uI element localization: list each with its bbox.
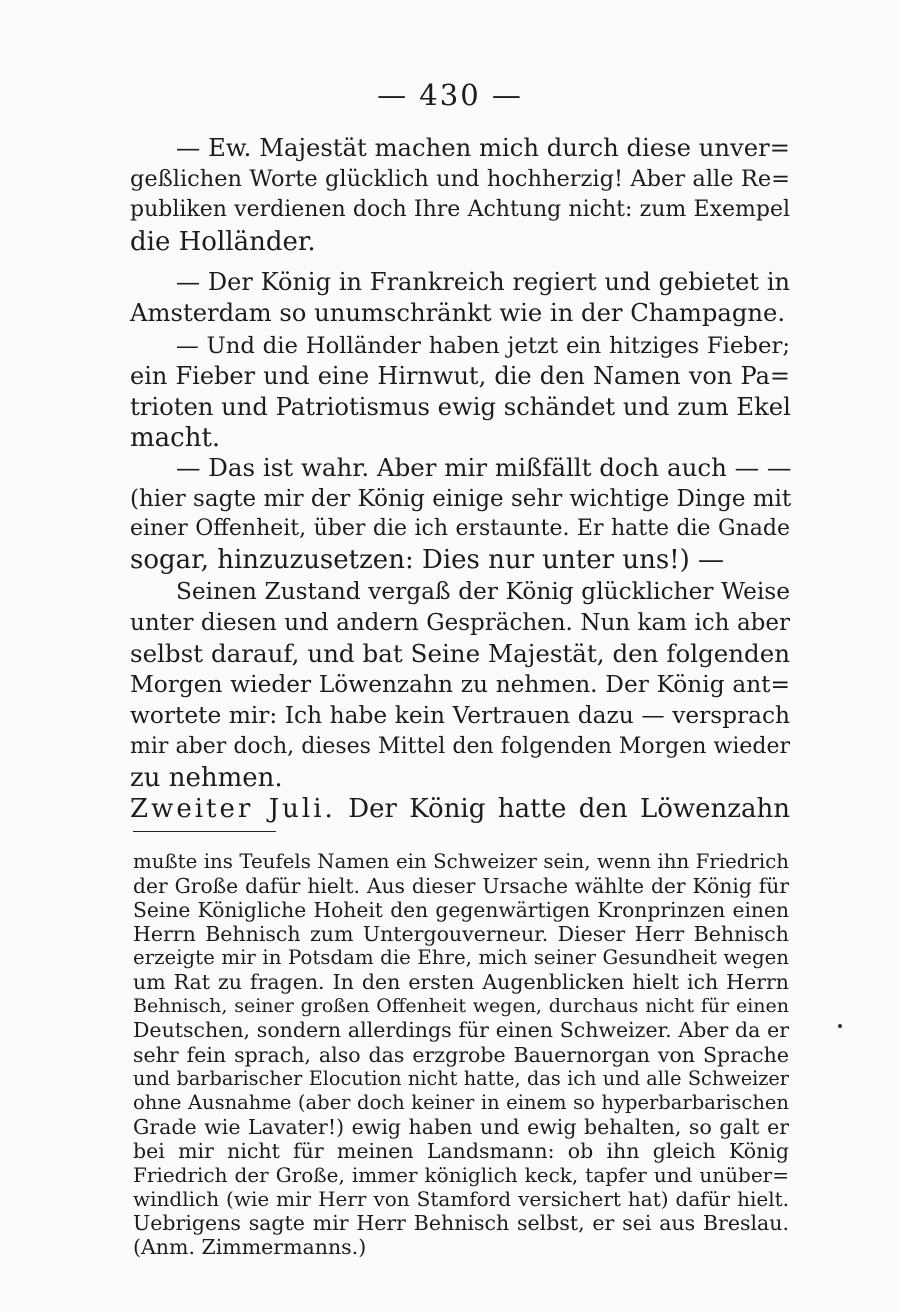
footnote-line: Behnisch, seiner großen Offenheit wegen, durchaus nicht für einen <box>133 995 789 1017</box>
footnote-line: Grade wie Lavater!) ewig haben und ewig behalten, so galt er <box>133 1115 789 1139</box>
footnote-line: Herrn Behnisch zum Untergouverneur. Dieser Herr Behnisch <box>133 922 789 946</box>
text-line: — Ew. Majestät machen mich durch diese unver= <box>176 133 790 162</box>
footnote-line: Deutschen, sondern allerdings für einen Schweizer. Aber da er <box>133 1018 789 1042</box>
footnote-rule <box>133 831 276 832</box>
text-line: sogar, hinzuzusetzen: Dies nur unter uns!) — <box>130 545 725 575</box>
text-line: Seinen Zustand vergaß der König glücklicher Weise <box>176 578 790 605</box>
footnote-line: und barbarischer Elocution nicht hatte, das ich und alle Schweizer <box>133 1067 789 1090</box>
text-line: ein Fieber und eine Hirnwut, die den Namen von Pa= <box>130 362 790 390</box>
text-line: mir aber doch, dieses Mittel den folgenden Morgen wieder <box>130 734 790 759</box>
date-lead: Zweiter Juli. <box>130 794 336 824</box>
footnote-line: ohne Ausnahme (aber doch keiner in einem so hyperbarbarischen <box>133 1091 789 1114</box>
footnote-line: Friedrich der Große, immer königlich keck, tapfer und unüber= <box>133 1163 789 1187</box>
text-line: selbst darauf, und bat Seine Majestät, den folgenden <box>130 639 790 668</box>
text-line: zu nehmen. <box>130 763 283 793</box>
text-line: unter diesen und andern Gesprächen. Nun kam ich aber <box>130 610 790 636</box>
text-line: macht. <box>130 423 221 453</box>
text-line: die Holländer. <box>130 227 316 257</box>
footnote-line: der Große dafür hielt. Aus dieser Ursache wählte der König für <box>133 874 789 898</box>
text-line: — Der König in Frankreich regiert und gebietet in <box>176 268 790 296</box>
footnote-line: mußte ins Teufels Namen ein Schweizer sein, wenn ihn Friedrich <box>133 850 789 873</box>
footnote-line: um Rat zu fragen. In den ersten Augenblicken hielt ich Herrn <box>133 970 789 994</box>
text-line: geßlichen Worte glücklich und hochherzig! Aber alle Re= <box>130 166 790 192</box>
text-line: publiken verdienen doch Ihre Achtung nicht: zum Exempel <box>130 197 790 222</box>
ink-speck <box>838 1024 842 1028</box>
footnote-line: bei mir nicht für meinen Landsmann: ob ihn gleich König <box>133 1139 789 1163</box>
footnote-line: windlich (wie mir Herr von Stamford versichert hat) dafür hielt. <box>133 1187 789 1211</box>
page-number: — 430 — <box>377 78 523 112</box>
text-line: wortete mir: Ich habe kein Vertrauen dazu — versprach <box>130 702 790 729</box>
footnote-line: Seine Königliche Hoheit den gegenwärtigen Kronprinzen einen <box>133 898 789 922</box>
text-line: einer Offenheit, über die ich erstaunte. Er hatte die Gnade <box>130 516 790 541</box>
text-line: (hier sagte mir der König einige sehr wichtige Dinge mit <box>130 486 792 512</box>
footnote-line: erzeigte mir in Potsdam die Ehre, mich seiner Gesundheit wegen <box>133 946 789 969</box>
text-line: — Und die Holländer haben jetzt ein hitziges Fieber; <box>176 333 790 359</box>
text-line-date <box>130 793 790 825</box>
text-line: — Das ist wahr. Aber mir mißfällt doch auch — — <box>176 453 792 482</box>
footnote-line: (Anm. Zimmermanns.) <box>133 1235 367 1259</box>
text-line: trioten und Patriotismus ewig schändet und zum Ekel <box>130 392 791 421</box>
text-line: Morgen wieder Löwenzahn zu nehmen. Der König ant= <box>130 671 790 698</box>
date-rest: Der König hatte den Löwenzahn <box>348 794 790 824</box>
footnote-line: Uebrigens sagte mir Herr Behnisch selbst, er sei aus Breslau. <box>133 1211 789 1235</box>
text-line: Amsterdam so unumschränkt wie in der Champagne. <box>130 298 786 327</box>
footnote-line: sehr fein sprach, also das erzgrobe Bauernorgan von Sprache <box>133 1043 789 1067</box>
